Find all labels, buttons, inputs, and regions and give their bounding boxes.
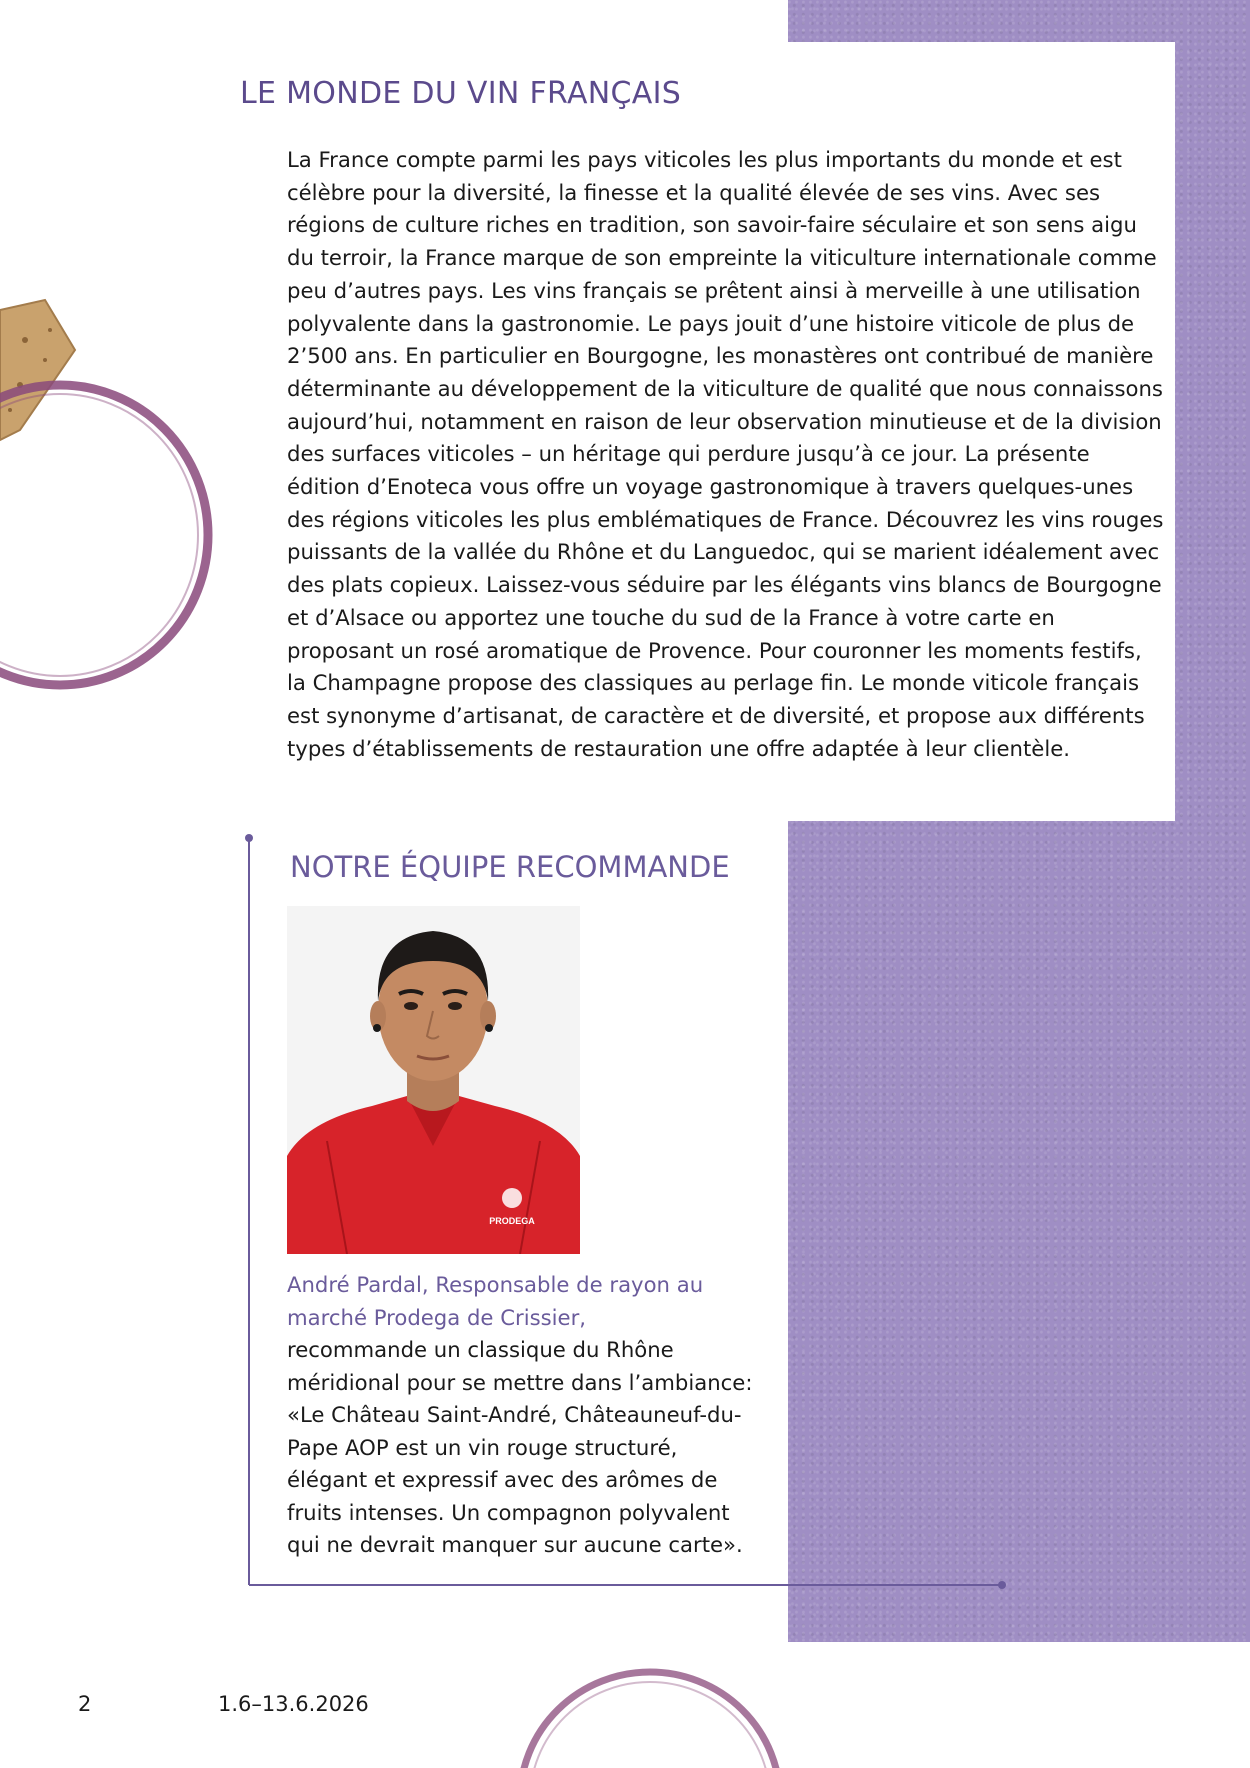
recommender-name: André Pardal, Responsable de rayon au marché Prodega de Crissier, — [287, 1272, 704, 1330]
shirt-logo-text: PRODEGA — [489, 1216, 535, 1226]
cork-and-wine-ring-decoration — [0, 290, 230, 740]
frame-top-dot — [245, 834, 253, 842]
intro-paragraph: La France compte parmi les pays viticoles les plus importants du monde et est célèbre pour la diversité, la finesse et la qualité élevée de ses vins. Avec ses régions de culture riches en tradition, son savoir-faire séculaire et son sens aigu du terroir, la France marque de son empreinte la viticulture internationale comme peu d’autres pays. Les vins français se prêtent ainsi à merveille à une utilisation polyvalente dans la gastronomie. Le pays jouit d’une histoire viticole de plus de 2’500 ans. En particulier en Bourgogne, les monastères ont contribué de manière déterminante au développement de la viticulture de qualité que nous connaissons aujourd’hui, notamment en raison de leur observation minutieuse et de la division des surfaces viticoles – un héritage qui perdure jusqu’à ce jour. La présente édition d’Enoteca vous offre un voyage gastronomique à travers quelques-unes des régions viticoles les plus emblématiques de France. Découvrez les vins rouges puissants de la vallée du Rhône et du Languedoc, qui se marient idéalement avec des plats copieux. Laissez-vous séduire par les élégants vins blancs de Bourgogne et d’Alsace ou apportez une touche du sud de la France à votre carte en proposant un rosé aromatique de Provence. Pour couronner les moments festifs, la Champagne propose des classiques au perlage fin. Le monde viticole français est synonyme d’artisanat, de caractère et de diversité, et propose aux différents types d’établissements de restauration une offre adaptée à leur clientèle. — [287, 147, 1164, 761]
page-number: 2 — [78, 1692, 92, 1716]
cork-icon — [0, 300, 75, 440]
recommendation-quote: recommande un classique du Rhône méridional pour se mettre dans l’ambiance: «Le Château Saint-André, Châteauneuf-du-Pape AOP est un vin rouge structuré, élégant et expressif avec des arômes de fruits intenses. Un compagnon polyvalent qui ne devrait manquer sur aucune carte». — [287, 1337, 753, 1557]
person-icon — [287, 906, 580, 1254]
bottom-wine-ring-decoration — [500, 1650, 800, 1768]
main-heading: LE MONDE DU VIN FRANÇAIS — [240, 76, 682, 111]
wine-ring-icon — [0, 385, 208, 685]
staff-portrait — [287, 906, 580, 1254]
recommend-heading: NOTRE ÉQUIPE RECOMMANDE — [290, 850, 730, 884]
validity-dates: 1.6–13.6.2026 — [218, 1692, 369, 1716]
